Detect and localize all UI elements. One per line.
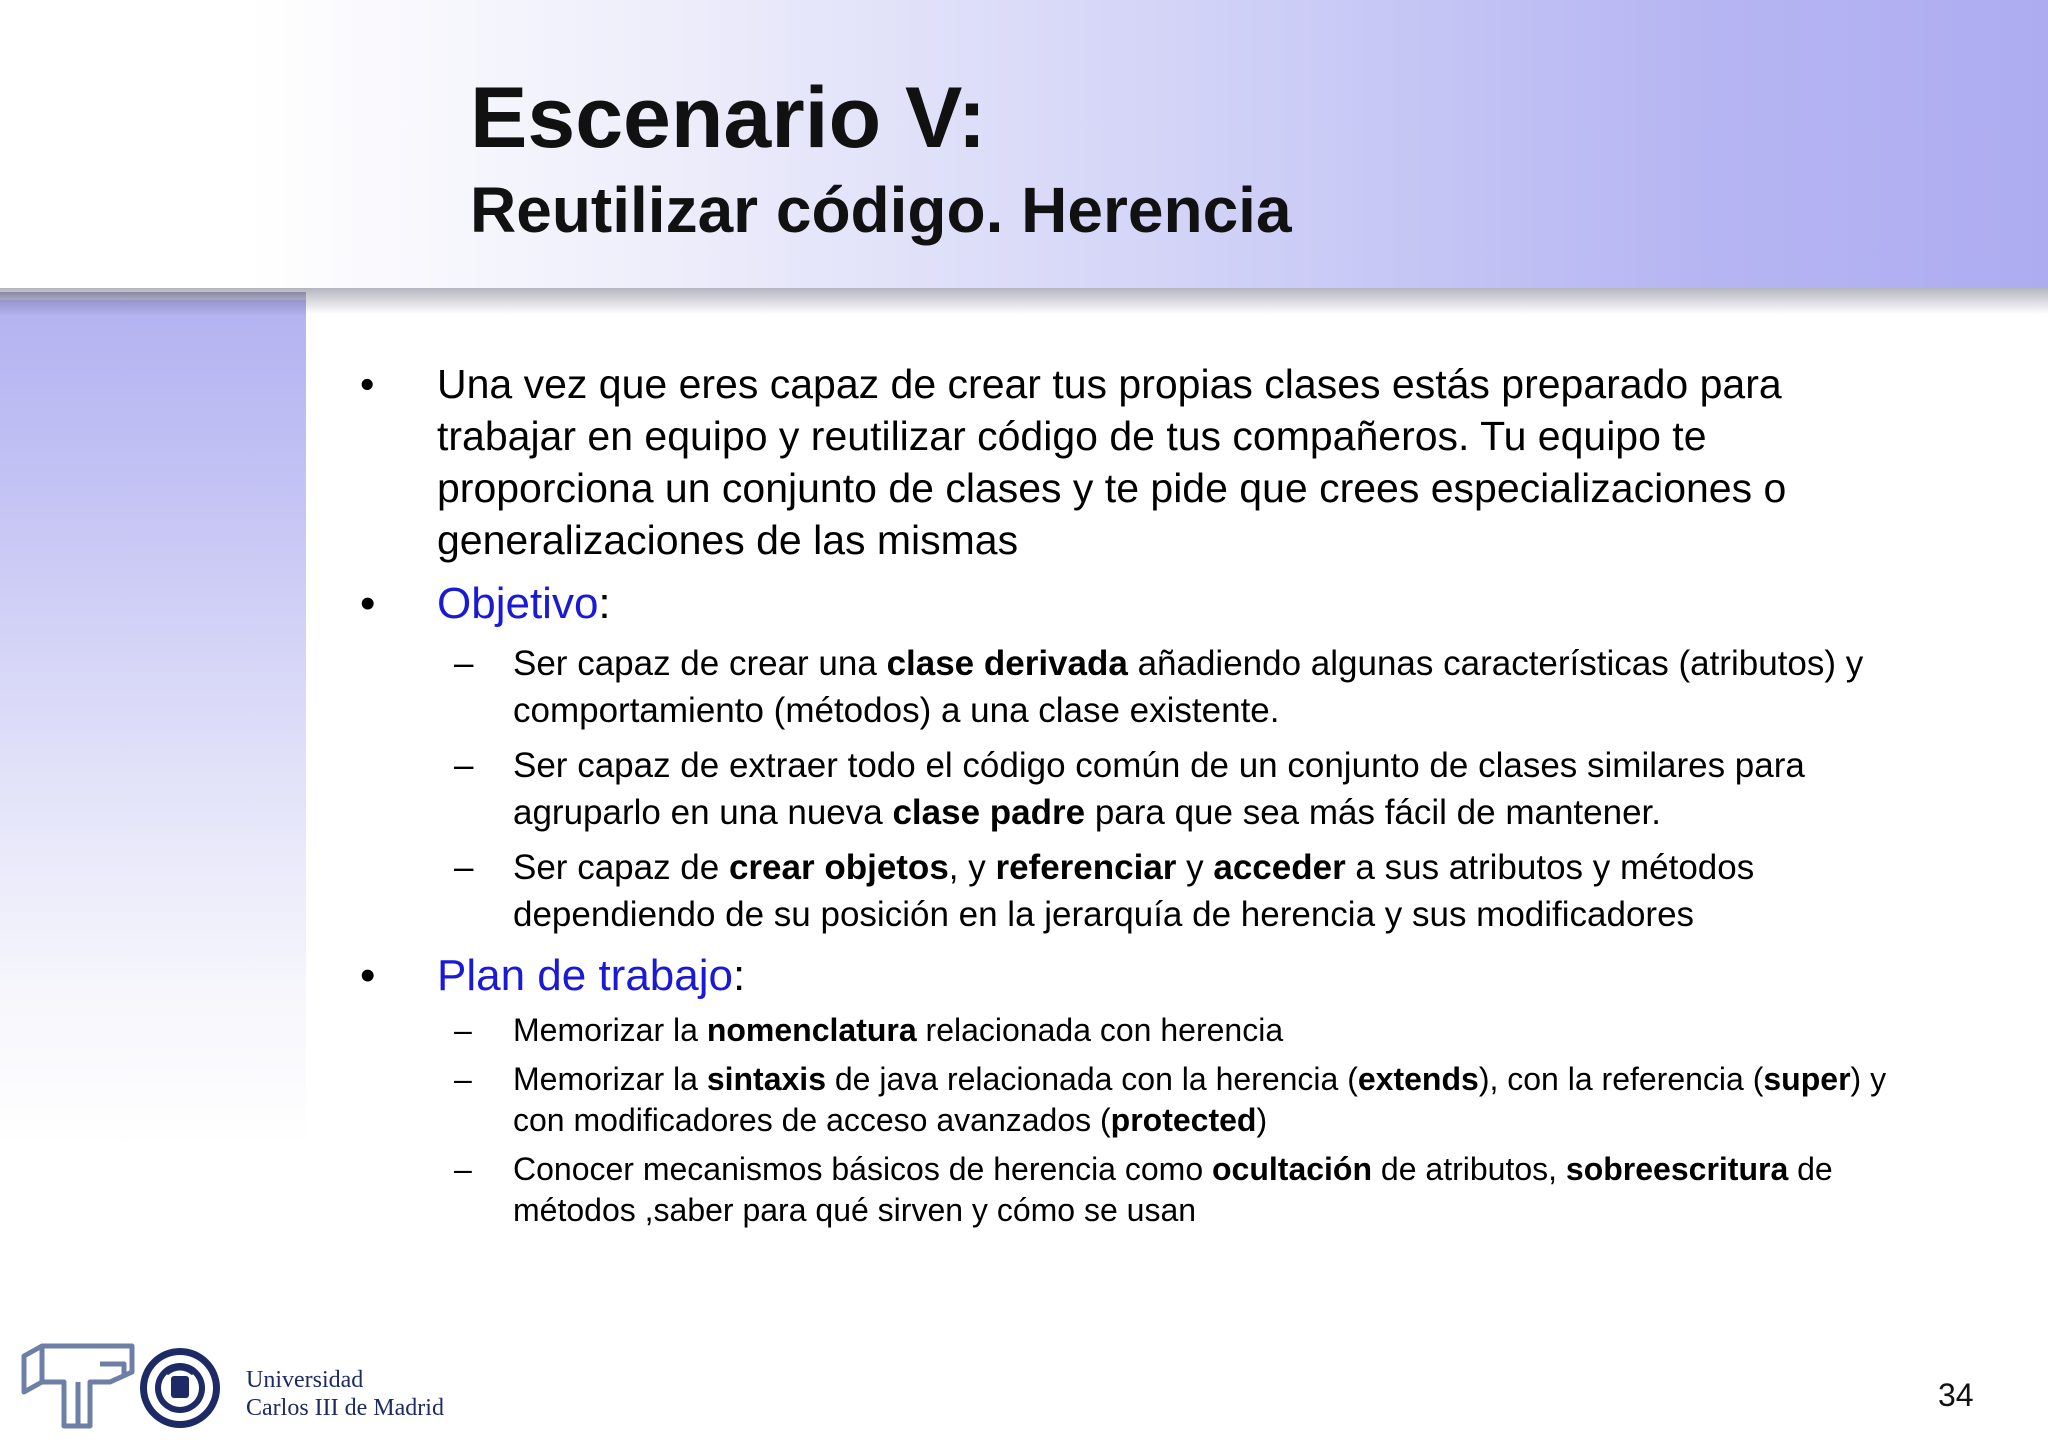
item-text: de atributos, (1372, 1151, 1566, 1187)
dash-marker: – (454, 644, 474, 683)
bullet-marker: • (360, 951, 376, 1000)
university-name (246, 1366, 444, 1422)
objetivo-colon: : (598, 579, 611, 628)
bullet-marker: • (360, 361, 375, 407)
item-bold-text: acceder (1213, 848, 1346, 887)
item-text: , y (948, 848, 996, 887)
item-text: y (1176, 848, 1214, 887)
item-text: Conocer mecanismos básicos de herencia como (513, 1151, 1212, 1187)
item-text: ) y con modificadores de acceso avanzados ( (513, 1061, 1887, 1138)
item-bold-text: clase padre (892, 793, 1086, 832)
slide-title: Escenario V: (470, 70, 987, 166)
dash-marker: – (454, 746, 474, 785)
bullet-marker: • (360, 579, 376, 628)
dash-marker: – (454, 1061, 472, 1097)
item-text: Memorizar la (513, 1012, 707, 1048)
item-text: relacionada con herencia (916, 1012, 1284, 1048)
plan-colon: : (733, 951, 746, 1000)
plan-item-1 (360, 1010, 1900, 1051)
plan-item-3 (360, 1149, 1900, 1231)
item-text: añadiendo algunas características (atributos) y comportamiento (métodos) a una clase existente. (513, 644, 1864, 730)
dash-marker: – (454, 1151, 472, 1187)
bullet-intro (360, 358, 1900, 566)
plan-heading: Plan de trabajo (437, 951, 733, 1000)
item-bold-text: referenciar (995, 848, 1177, 887)
item-bold-text: nomenclatura (706, 1012, 917, 1048)
item-text: ) (1256, 1102, 1268, 1138)
objetivo-item-1 (360, 640, 1900, 734)
item-bold-text: crear objetos (728, 848, 949, 887)
slide-subtitle: Reutilizar código. Herencia (470, 174, 1292, 246)
dash-marker: – (454, 1012, 472, 1048)
dash-marker: – (454, 848, 474, 887)
university-name-line1: Universidad (246, 1367, 364, 1393)
item-bold-text: ocultación (1212, 1151, 1373, 1187)
item-bold-text: protected (1110, 1102, 1257, 1138)
item-text: Memorizar la (513, 1061, 707, 1097)
itp-logo-icon (24, 1346, 132, 1426)
objetivo-heading: Objetivo (437, 579, 599, 628)
objetivo-item-3 (360, 844, 1900, 938)
university-seal-icon (140, 1348, 220, 1428)
objetivo-item-2 (360, 742, 1900, 836)
item-bold-text: clase derivada (886, 644, 1128, 683)
item-text: de java relacionada con la herencia ( (825, 1061, 1358, 1097)
item-text: para que sea más fácil de mantener. (1085, 793, 1661, 832)
item-text: de métodos ,saber para qué sirven y cómo se usan (513, 1151, 1833, 1228)
left-decor-band-top (0, 292, 306, 316)
item-text: Ser capaz de crear una (513, 644, 887, 683)
header-shadow (0, 288, 2048, 314)
page-number: 34 (1938, 1377, 1974, 1413)
plan-item-2 (360, 1059, 1900, 1141)
item-bold-text: super (1763, 1061, 1851, 1097)
bullet-plan (360, 946, 1900, 1006)
slide-content (360, 358, 1900, 1231)
bullet-objetivo (360, 574, 1900, 634)
item-bold-text: sobreescritura (1565, 1151, 1789, 1187)
item-bold-text: sintaxis (706, 1061, 826, 1097)
bullet-intro-text: Una vez que eres capaz de crear tus propias clases estás preparado para trabajar en equipo y reutilizar código de tus compañeros. Tu equipo te proporciona un conjunto de clases y te pide que crees especializaciones o generalizaciones de las mismas (437, 361, 1787, 563)
left-decor-band (0, 300, 306, 1360)
item-text: Ser capaz de (513, 848, 729, 887)
item-text: a sus atributos y métodos dependiendo de su posición en la jerarquía de herencia y sus modificadores (513, 848, 1755, 934)
item-text: Ser capaz de extraer todo el código común de un conjunto de clases similares para agruparlo en una nueva (513, 746, 1805, 832)
item-text: ), con la referencia ( (1478, 1061, 1764, 1097)
item-bold-text: extends (1357, 1061, 1479, 1097)
university-name-line2: Carlos III de Madrid (246, 1395, 444, 1421)
